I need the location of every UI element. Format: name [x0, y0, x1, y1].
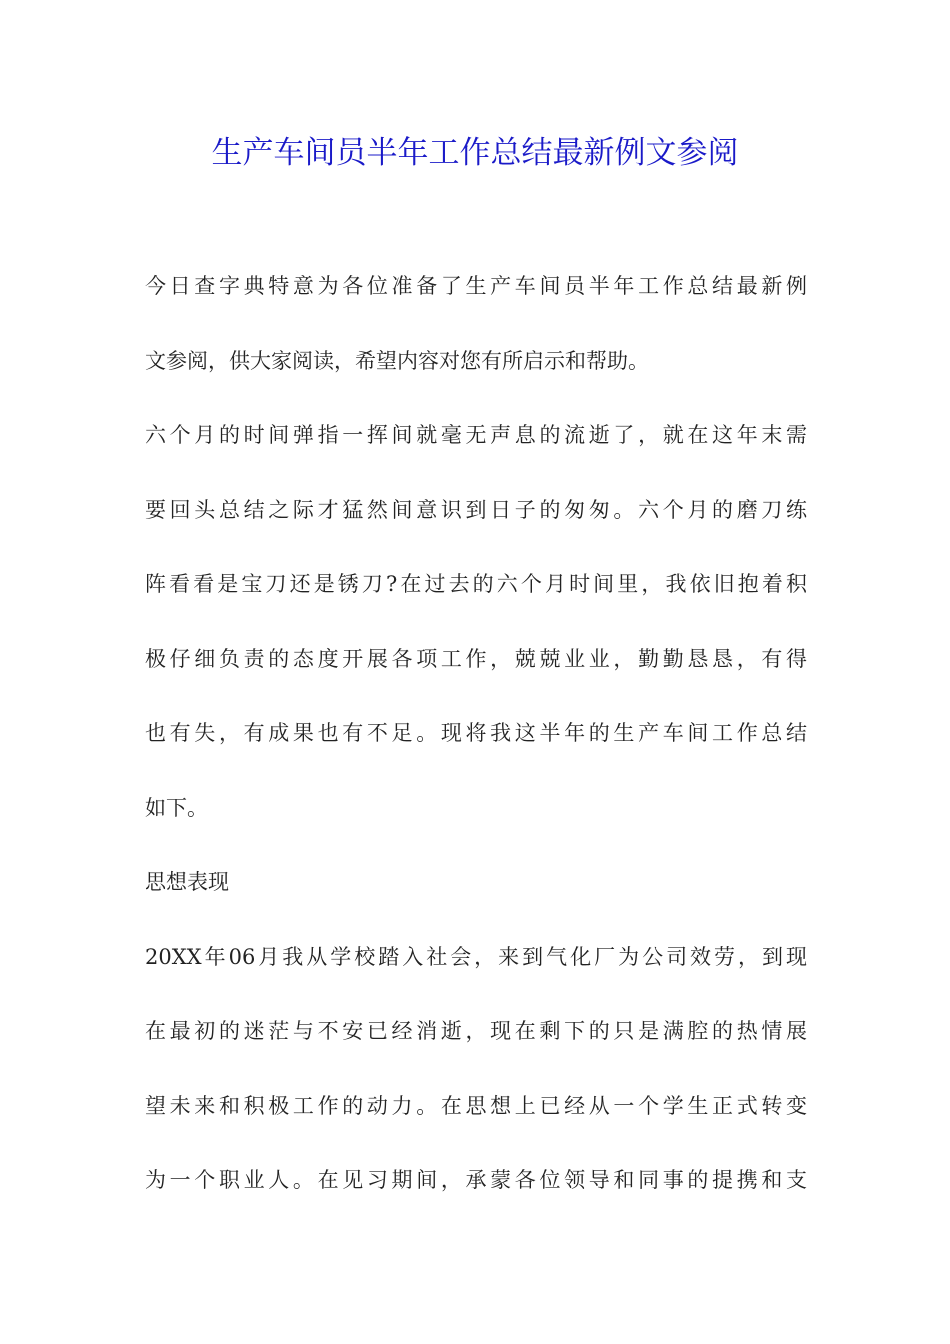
body-line: 为一个职业人。在见习期间，承蒙各位领导和同事的提携和支: [145, 1168, 807, 1192]
body-line: 20XX年06月我从学校踏入社会，来到气化厂为公司效劳，到现: [145, 944, 807, 969]
body-line: 阵看看是宝刀还是锈刀?在过去的六个月时间里，我依旧抱着积: [145, 572, 807, 596]
body-line: 在最初的迷茫与不安已经消逝，现在剩下的只是满腔的热情展: [145, 1019, 807, 1043]
body-line: 望未来和积极工作的动力。在思想上已经从一个学生正式转变: [145, 1093, 807, 1118]
body-line: 六个月的时间弹指一挥间就毫无声息的流逝了，就在这年末需: [145, 423, 807, 447]
body-line: 文参阅，供大家阅读，希望内容对您有所启示和帮助。: [145, 348, 649, 373]
body-line: 如下。: [145, 795, 208, 820]
section-heading: 思想表现: [145, 870, 229, 894]
document-title: 生产车间员半年工作总结最新例文参阅: [211, 135, 739, 171]
body-line: 今日查字典特意为各位准备了生产车间员半年工作总结最新例: [145, 274, 807, 298]
body-line: 要回头总结之际才猛然间意识到日子的匆匆。六个月的磨刀练: [145, 497, 807, 522]
body-line: 极仔细负责的态度开展各项工作，兢兢业业，勤勤恳恳，有得: [145, 646, 807, 671]
document-body: [145, 262, 807, 1231]
body-line: 也有失，有成果也有不足。现将我这半年的生产车间工作总结: [145, 721, 807, 745]
